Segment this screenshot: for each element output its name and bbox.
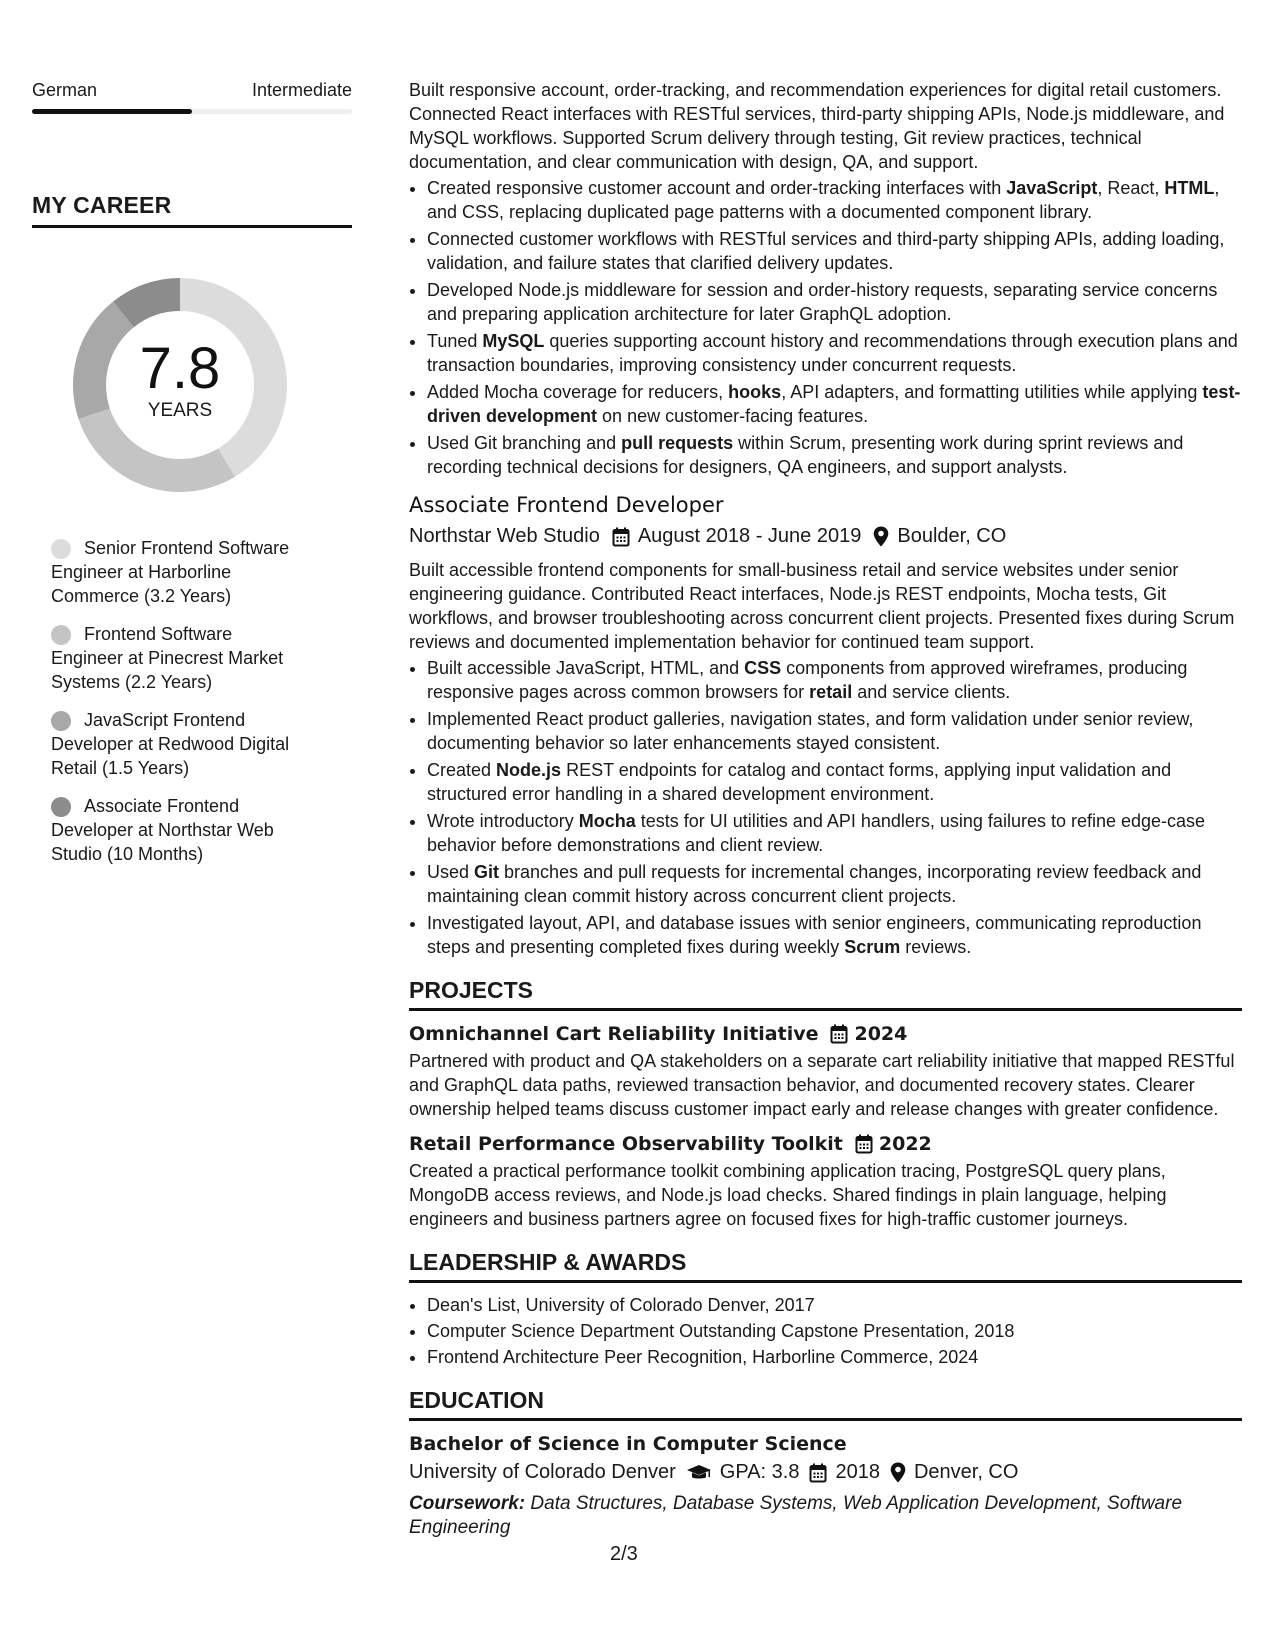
bullet-keyword: JavaScript: [1006, 178, 1098, 198]
bullet-text: within Scrum, presenting work during sprint reviews and recording technical decisions for designers, QA engineers, and support analysts.: [427, 433, 1184, 477]
bullet-text: branches and pull requests for incremental changes, incorporating review feedback and maintaining clean commit history across concurrent client projects.: [427, 862, 1202, 906]
bullet-text: Connected customer workflows with RESTful services and third-party shipping APIs, adding loading, validation, and failure states that clarified delivery updates.: [427, 229, 1225, 273]
bullet-text: Wrote introductory: [427, 811, 579, 831]
bullet-keyword: pull requests: [621, 433, 734, 453]
bullet-text: components from approved wireframes, producing responsive pages across common browsers for: [427, 658, 1188, 702]
job-summary: Built accessible frontend components for small-business retail and service websites under senior engineering guidance. Contributed React interfaces, Node.js REST endpoints, Mocha tests, Git workflows, and browser troubleshooting across concurrent client projects. Presented fixes during Scrum reviews and documented implementation behavior for continued team support.: [409, 560, 1235, 652]
calendar-icon: [855, 1134, 873, 1154]
main-content: [409, 78, 1242, 1540]
bullet-item: [427, 809, 1242, 857]
language-proficiency-bar: [32, 109, 352, 114]
project-title: Retail Performance Observability Toolkit: [409, 1133, 843, 1155]
project-title: Omnichannel Cart Reliability Initiative: [409, 1023, 819, 1045]
project-item: [409, 1023, 1242, 1121]
bullet-item: [427, 656, 1242, 704]
projects-heading: PROJECTS: [409, 977, 1242, 1011]
bullet-text: Created: [427, 760, 497, 780]
career-legend-label: Associate Frontend Developer at Northstar Web Studio (10 Months): [51, 796, 274, 864]
bullet-text: queries supporting account history and recommendations through execution plans and transaction boundaries, improving consistency under concurrent requests.: [427, 331, 1238, 375]
bullet-keyword: hooks: [728, 382, 782, 402]
bullet-item: [427, 860, 1242, 908]
bullet-text: Investigated layout, API, and database issues with senior engineers, communicating reproduction steps and presenting completed fixes during weekly: [427, 913, 1202, 957]
awards-heading: LEADERSHIP & AWARDS: [409, 1249, 1242, 1283]
career-legend-item: [51, 794, 301, 866]
education-meta: [409, 1461, 1242, 1484]
awards-list: [409, 1293, 1242, 1369]
language-level: Intermediate: [251, 80, 352, 100]
calendar-icon: [809, 1463, 827, 1483]
graduation-year: 2018: [835, 1461, 880, 1483]
calendar-icon: [612, 527, 630, 547]
bullet-item: [427, 278, 1242, 326]
bullet-keyword: retail: [809, 682, 853, 702]
project-item: [409, 1133, 1242, 1231]
coursework: [409, 1492, 1242, 1540]
job-company: Northstar Web Studio: [409, 525, 600, 547]
career-legend-item: [51, 622, 301, 694]
coursework-label: Coursework:: [409, 1493, 526, 1514]
project-year: 2022: [878, 1133, 932, 1155]
bullet-text: Implemented React product galleries, navigation states, and form validation under senior review, documenting behavior so later enhancements stayed consistent.: [427, 709, 1194, 753]
graduation-cap-icon: [686, 1464, 712, 1482]
bullet-text: , API adapters, and formatting utilities while applying: [781, 382, 1203, 402]
career-total-value: 7.8: [139, 336, 221, 401]
bullet-text: Created responsive customer account and order-tracking interfaces with: [427, 178, 1007, 198]
bullet-text: Used Git branching and: [427, 433, 622, 453]
bullet-text: Built accessible JavaScript, HTML, and: [427, 658, 745, 678]
bullet-text: REST endpoints for catalog and contact forms, applying input validation and structured error handling in a shared development environment.: [427, 760, 1172, 804]
project-title-row: [409, 1023, 1242, 1045]
bullet-text: , React,: [1097, 178, 1165, 198]
bullet-item: [427, 329, 1242, 377]
bullet-text: Used: [427, 862, 475, 882]
bullet-item: [427, 227, 1242, 275]
projects-list: [409, 1023, 1242, 1231]
career-donut-center: [67, 272, 293, 498]
bullet-text: reviews.: [900, 937, 972, 957]
job-title: Associate Frontend Developer: [409, 493, 724, 517]
education-heading: EDUCATION: [409, 1387, 1242, 1421]
job-summary: Built responsive account, order-tracking, and recommendation experiences for digital retail customers. Connected React interfaces with RESTful services, third-party shipping APIs, Node.js middleware, and MySQL workflows. Supported Scrum delivery through testing, Git review practices, technical documentation, and clear communication with design, QA, and support.: [409, 80, 1225, 172]
bullet-keyword: MySQL: [482, 331, 545, 351]
bullet-keyword: Scrum: [844, 937, 901, 957]
career-legend-label: Senior Frontend Software Engineer at Harborline Commerce (3.2 Years): [51, 538, 290, 606]
career-total-unit: YEARS: [147, 400, 213, 421]
gpa: GPA: 3.8: [719, 1461, 800, 1483]
calendar-icon: [830, 1024, 848, 1044]
location-pin-icon: [890, 1462, 906, 1483]
legend-dot-icon: [51, 797, 71, 817]
bullet-item: [427, 176, 1242, 224]
bullet-text: Added Mocha coverage for reducers,: [427, 382, 729, 402]
legend-dot-icon: [51, 539, 71, 559]
bullet-keyword: Git: [474, 862, 500, 882]
project-year: 2024: [854, 1023, 908, 1045]
career-heading: MY CAREER: [32, 192, 352, 228]
sidebar: [32, 80, 352, 880]
bullet-text: Tuned: [427, 331, 483, 351]
career-legend-item: [51, 708, 301, 780]
bullet-keyword: test-driven development: [427, 382, 1241, 426]
career-legend-label: Frontend Software Engineer at Pinecrest Market Systems (2.2 Years): [51, 624, 284, 692]
bullet-text: on new customer-facing features.: [597, 406, 869, 426]
language-name: German: [32, 80, 98, 100]
project-title-row: [409, 1133, 1242, 1155]
career-legend-label: JavaScript Frontend Developer at Redwood Digital Retail (1.5 Years): [51, 710, 290, 778]
bullet-text: tests for UI utilities and API handlers, using failures to refine edge-case behavior before demonstrations and client review.: [427, 811, 1206, 855]
job-bullets: [409, 656, 1242, 959]
school-name: University of Colorado Denver: [409, 1461, 676, 1483]
job-dates: August 2018 - June 2019: [637, 525, 862, 547]
bullet-item: [427, 758, 1242, 806]
project-description: Partnered with product and QA stakeholders on a separate cart reliability initiative that mapped RESTful and GraphQL data paths, reviewed transaction behavior, and documented recovery states. Clearer ownership helped teams discuss customer impact early and release changes with greater confidence.: [409, 1051, 1235, 1119]
bullet-keyword: CSS: [744, 658, 782, 678]
bullet-text: , and CSS, replacing duplicated page patterns with a documented component library.: [427, 178, 1220, 222]
career-donut-chart: [67, 272, 293, 498]
award-item: • Dean's List, University of Colorado Denver, 2017: [427, 1293, 1242, 1317]
bullet-item: [427, 707, 1242, 755]
award-item: • Frontend Architecture Peer Recognition, Harborline Commerce, 2024: [427, 1345, 1242, 1369]
project-description: Created a practical performance toolkit combining application tracing, PostgreSQL query plans, MongoDB access reviews, and Node.js load checks. Shared findings in plain language, helping engineers and business partners agree on focused fixes for high-traffic customer journeys.: [409, 1161, 1167, 1229]
degree-title: Bachelor of Science in Computer Science: [409, 1433, 847, 1455]
legend-dot-icon: [51, 625, 71, 645]
location-pin-icon: [873, 526, 889, 547]
school-location: Denver, CO: [913, 1461, 1019, 1483]
job-location: Boulder, CO: [897, 525, 1007, 547]
bullet-keyword: Node.js: [496, 760, 562, 780]
language-proficiency-fill: [32, 109, 192, 114]
award-item: • Computer Science Department Outstanding Capstone Presentation, 2018: [427, 1319, 1242, 1343]
career-legend: [51, 536, 352, 866]
language-row: [32, 80, 352, 101]
job-meta: [409, 525, 1242, 548]
bullet-item: [427, 911, 1242, 959]
bullet-keyword: Mocha: [578, 811, 636, 831]
career-legend-item: [51, 536, 301, 608]
job-bullets: [409, 176, 1242, 479]
bullet-item: [427, 380, 1242, 428]
legend-dot-icon: [51, 711, 71, 731]
bullet-keyword: HTML: [1164, 178, 1215, 198]
page-number: 2/3: [610, 1543, 638, 1565]
bullet-text: and service clients.: [852, 682, 1011, 702]
bullet-text: Developed Node.js middleware for session and order-history requests, separating service concerns and preparing application architecture for later GraphQL adoption.: [427, 280, 1218, 324]
bullet-item: [427, 431, 1242, 479]
coursework-list: Data Structures, Database Systems, Web Application Development, Software Engineering: [409, 1493, 1183, 1538]
